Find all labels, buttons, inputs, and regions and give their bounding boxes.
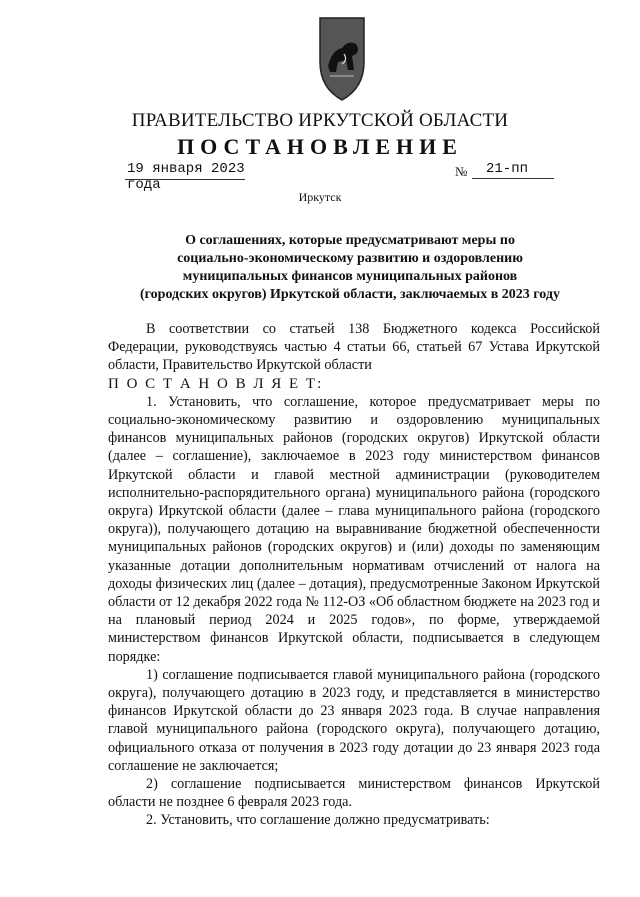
government-name: ПРАВИТЕЛЬСТВО ИРКУТСКОЙ ОБЛАСТИ	[131, 110, 509, 131]
preamble-paragraph: В соответствии со статьей 138 Бюджетного кодекса Российской Федерации, руководствуясь частью 4 статьи 66, статьей 67 Устава Иркутской области, Правительство Иркутской области	[108, 321, 600, 374]
resolves-heading: П О С Т А Н О В Л Я Е Т:	[108, 375, 324, 392]
title-line: (городских округов) Иркутской области, заключаемых в 2023 году	[140, 287, 560, 302]
title-line: социально-экономическому развитию и оздоровлению	[177, 251, 523, 266]
title-line: О соглашениях, которые предусматривают меры по	[185, 233, 515, 248]
document-title	[100, 232, 600, 304]
document-date: 19 января 2023 года	[127, 161, 245, 193]
clause-1-1: 1) соглашение подписывается главой муниципального района (городского округа), получающего дотацию в 2023 году, и представляется в министерство финансов Иркутской области до 23 января 2023 года. В случае направления главой муниципального района (городского округа), получающего дотацию, официального отказа от получения в 2023 году дотации до 23 января 2023 года соглашение не заключается;	[108, 666, 600, 774]
number-label: №	[455, 164, 468, 179]
city: Иркутск	[298, 190, 342, 204]
coat-of-arms-icon	[302, 14, 382, 104]
document-body	[108, 320, 600, 830]
document-type: ПОСТАНОВЛЕНИЕ	[177, 134, 463, 159]
clause-2: 2. Установить, что соглашение должно предусматривать:	[146, 812, 490, 829]
document-number: 21-пп	[472, 161, 554, 179]
title-line: муниципальных финансов муниципальных районов	[182, 269, 518, 284]
clause-1-2: 2) соглашение подписывается министерством финансов Иркутской области не позднее 6 февраля 2023 года.	[108, 776, 600, 811]
clause-1: 1. Установить, что соглашение, которое предусматривает меры по социально-экономическому развитию и оздоровлению муниципальных финансов муниципальных районов (городских округов) Иркутской области (далее – соглашение), заключаемое в 2023 году министерством финансов Иркутской области и главой местной администрации (руководителем исполнительно-распорядительного органа) муниципального района (городского округа) Иркутской области (далее – глава муниципального района (городского округа)), получающего дотацию на выравнивание бюджетной обеспеченности муниципальных районов (городских округов) и (или) доходы по заменяющим указанные дотации дополнительным нормативам отчислений от налога на доходы физических лиц (далее – дотация), предусмотренные Законом Иркутской области от 12 декабря 2022 года № 112-ОЗ «Об областном бюджете на 2023 год и на плановый период 2024 и 2025 годов», по форме, утверждаемой министерством финансов Иркутской области, подписывается в следующем порядке:	[108, 393, 600, 665]
